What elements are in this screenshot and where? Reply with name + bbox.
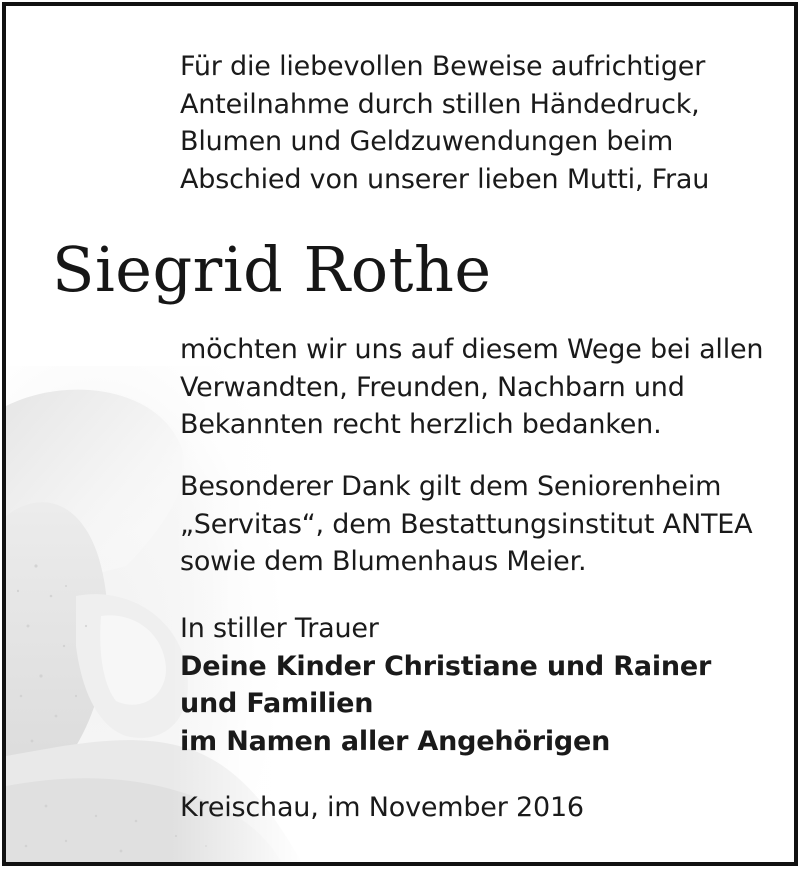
thanks-line: Verwandten, Freunden, Nachbarn und bbox=[180, 371, 685, 403]
special-thanks-line: „Servitas“, dem Bestattungsinstitut ANTEA bbox=[180, 508, 753, 540]
signatory-line: und Familien bbox=[180, 688, 374, 719]
special-thanks-line: sowie dem Blumenhaus Meier. bbox=[180, 546, 587, 577]
special-thanks-line: Besonderer Dank gilt dem Seniorenheim bbox=[180, 471, 722, 502]
intro-line: Anteilnahme durch stillen Händedruck, bbox=[180, 88, 700, 120]
intro-line: Für die liebevollen Beweise aufrichtiger bbox=[180, 51, 706, 82]
thanks-paragraph bbox=[180, 331, 774, 444]
intro-line: Abschied von unserer lieben Mutti, Frau bbox=[180, 163, 710, 195]
mourning-block bbox=[180, 610, 774, 760]
thanks-line: möchten wir uns auf diesem Wege bei allen bbox=[180, 334, 764, 365]
intro-line: Blumen und Geldzuwendungen beim bbox=[180, 126, 674, 157]
mourning-intro: In stiller Trauer bbox=[180, 613, 379, 644]
thanks-line: Bekannten recht herzlich bedanken. bbox=[180, 409, 662, 440]
signatory-line: im Namen aller Angehörigen bbox=[180, 725, 611, 757]
obituary-notice bbox=[2, 2, 798, 866]
place-date: Kreischau, im November 2016 bbox=[180, 792, 584, 823]
special-thanks-paragraph bbox=[180, 468, 774, 581]
deceased-name: Siegrid Rothe bbox=[52, 233, 492, 306]
intro-paragraph bbox=[180, 48, 774, 198]
signatory-line: Deine Kinder Christiane und Rainer bbox=[180, 650, 712, 682]
